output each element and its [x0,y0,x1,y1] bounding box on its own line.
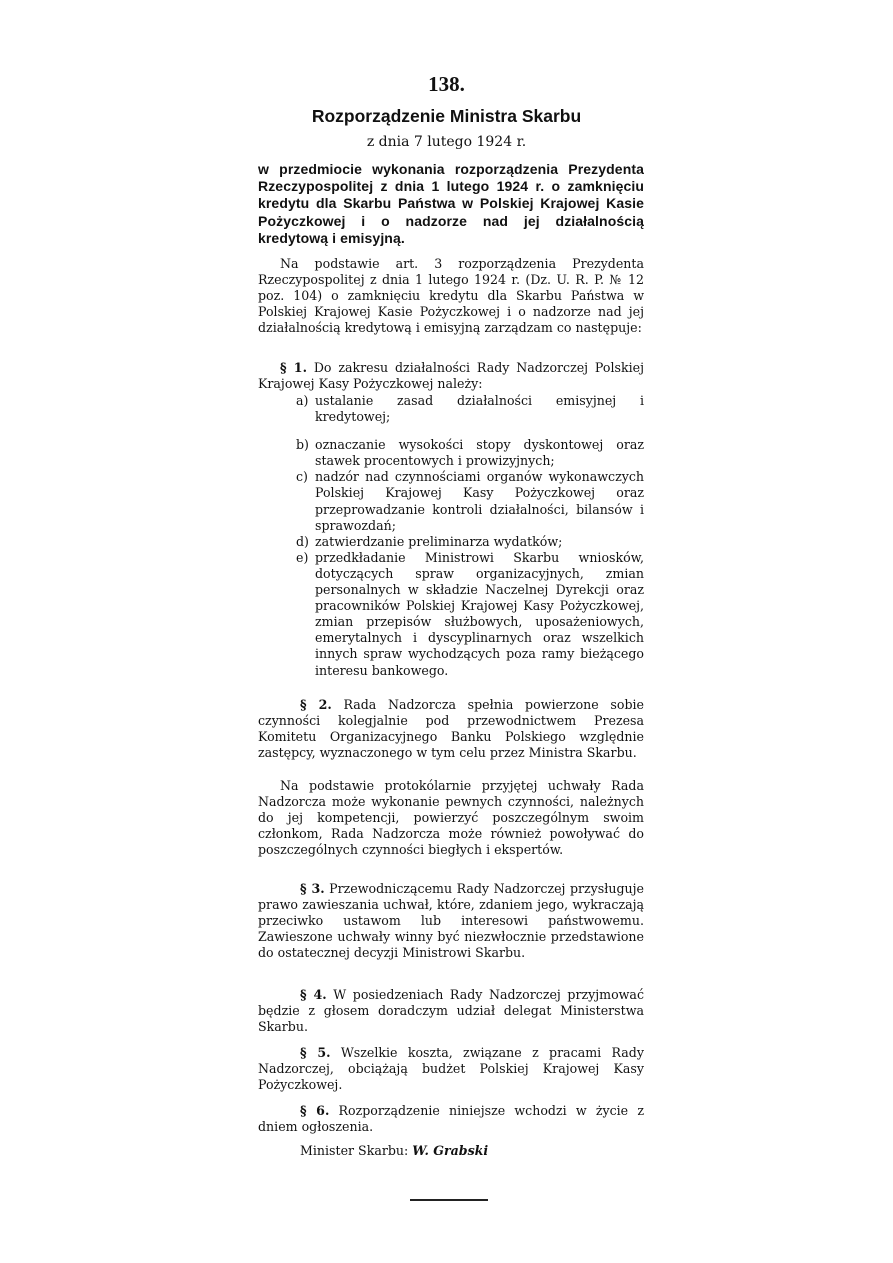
list-item-text: przedkładanie Ministrowi Skarbu wniosków, dotyczących spraw organizacyjnych, zmian personalnych w składzie Naczelnej Dyrekcji oraz pracowników Polskiej Krajowej Kasy Pożyczkowej, zmian przepisów służbowych, uposażeniowych, emerytalnych i dyscyplinarnych oraz wszelkich innych spraw wychodzących poza ramy bieżącego interesu bankowego. [315,549,644,678]
list-item [296,534,644,550]
list-item-text: nadzór nad czynnościami organów wykonawczych Polskiej Krajowej Kasy Pożyczkowej oraz przeprowadzanie kontroli działalności, bilansów i sprawozdań; [315,469,644,533]
section-6-text: Rozporządzenie niniejsze wchodzi w życie z dniem ogłoszenia. [258,1103,644,1135]
closing-rule [410,1199,488,1201]
section-5-mark: § 5. [300,1045,331,1060]
section-3-text: Przewodniczącemu Rady Nadzorczej przysługuje prawo zawieszania uchwał, które, zdaniem jego, wykraczają przeciwko ustawom lub interesowi państwowemu. Zawieszone uchwały winny być niezwłocznie przedstawione do ostatecznej decyzji Ministrowi Skarbu. [258,881,644,961]
list-item-letter: e) [296,549,309,565]
section-2-mark: § 2. [300,697,332,712]
section-3-mark: § 3. [300,881,325,896]
list-item-letter: a) [296,393,309,408]
section-2 [258,697,644,761]
section-1 [258,360,644,392]
list-item-letter: c) [296,469,308,485]
section-6-mark: § 6. [300,1103,330,1118]
list-item-text: zatwierdzanie preliminarza wydatków; [315,533,563,549]
section-4 [258,987,644,1035]
section-5-text: Wszelkie koszta, związane z pracami Rady Nadzorczej, obciążają budżet Polskiej Krajowej Kasy Pożyczkowej. [258,1045,644,1093]
section-1-list [296,393,644,679]
list-item [296,550,644,679]
section-3 [258,881,644,961]
section-4-text: W posiedzeniach Rady Nadzorczej przyjmować będzie z głosem doradczym udział delegat Ministerstwa Skarbu. [258,987,644,1035]
list-item [296,393,644,425]
list-item [296,437,644,469]
document-subject: w przedmiocie wykonania rozporządzenia Prezydenta Rzeczypospolitej z dnia 1 lutego 1924 r. o zamknięciu kredytu dla Skarbu Państwa w Polskiej Krajowej Kasie Pożyczkowej i o nadzorze nad jej działalnością kredytową i emisyjną. [258,161,644,246]
list-item-letter: b) [296,437,309,453]
signature [258,1143,644,1159]
preamble: Na podstawie art. 3 rozporządzenia Prezydenta Rzeczypospolitej z dnia 1 lutego 1924 r. (Dz. U. R. P. № 12 poz. 104) o zamknięciu kredytu dla Skarbu Państwa w Polskiej Krajowej Kasie Pożyczkowej i o nadzorze nad jej działalnością kredytową i emisyjną zarządzam co następuje: [258,256,644,336]
section-4-mark: § 4. [300,987,327,1002]
list-item-letter: d) [296,533,309,549]
page-number: 138. [428,72,465,96]
list-item-text: ustalanie zasad działalności emisyjnej i kredytowej; [315,393,644,425]
list-item-text: oznaczanie wysokości stopy dyskontowej oraz stawek procentowych i prowizyjnych; [315,437,644,469]
document-date: z dnia 7 lutego 1924 r. [366,134,527,150]
section-6 [258,1103,644,1135]
signature-name: W. Grabski [412,1143,489,1158]
section-2-text: Rada Nadzorcza spełnia powierzone sobie czynności kolegjalnie pod przewodnictwem Prezesa Komitetu Organizacyjnego Banku Polskiego względnie zastępcy, wyznaczonego w tym celu przez Ministra Skarbu. [258,697,644,761]
document-title: Rozporządzenie Ministra Skarbu [311,106,582,126]
section-1-text: Do zakresu działalności Rady Nadzorczej Polskiej Krajowej Kasy Pożyczkowej należy: [258,360,644,392]
signature-label: Minister Skarbu: [300,1143,409,1158]
section-5 [258,1045,644,1093]
section-1-mark: § 1. [280,360,307,375]
list-item [296,469,644,533]
section-2-paragraph-2: Na podstawie protokólarnie przyjętej uchwały Rada Nadzorcza może wykonanie pewnych czynności, należnych do jej kompetencji, powierzyć poszczególnym swoim członkom, Rada Nadzorcza może również powoływać do poszczególnych czynności biegłych i ekspertów. [258,778,644,858]
